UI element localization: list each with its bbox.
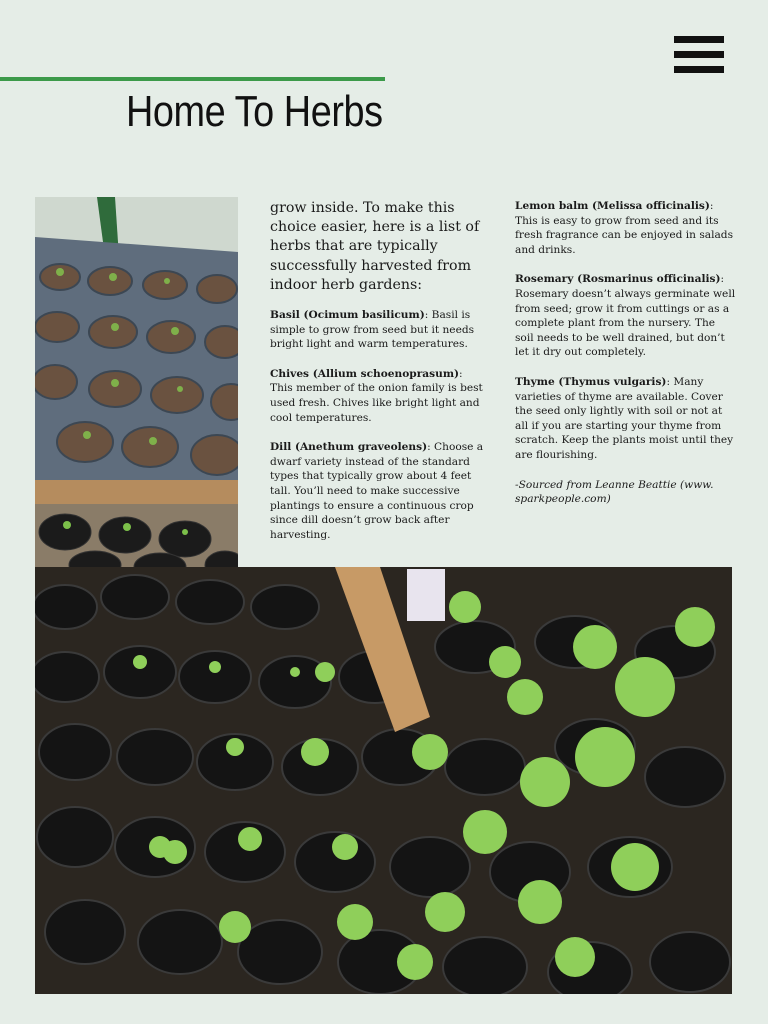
- herb-entry-basil: [270, 308, 484, 352]
- herb-name: Rosemary (Rosmarinus officinalis): [515, 273, 721, 286]
- herb-name: Lemon balm (Melissa officinalis): [515, 200, 710, 212]
- source-credit: -Sourced from Leanne Beattie (www. sparkpeople.com): [515, 478, 714, 506]
- herb-entry-rosemary: [515, 272, 737, 360]
- seedling-trays-photo: [35, 197, 238, 567]
- herb-entry-dill: [270, 440, 484, 542]
- herb-description: : Choose a dwarf variety instead of the standard types that typically grow about 4 feet tall. You’ll need to make successive plantings to ensure a continuous crop since dill doesn’t grow back after harvesting.: [270, 441, 484, 541]
- page-title: Home To Herbs: [126, 87, 383, 136]
- herb-name: Thyme (Thymus vulgaris): [515, 375, 667, 388]
- potted-seedlings-photo: [35, 567, 732, 994]
- hamburger-menu-icon[interactable]: [674, 36, 724, 76]
- herb-entry-chives: [270, 367, 484, 425]
- herb-description: : Many varieties of thyme are available. Cover the seed only lightly with soil or not at all if you are starting your thyme from scratch. Keep the plants moist until they are flourishing.: [515, 375, 734, 461]
- herb-description: : This is easy to grow from seed and its fresh fragrance can be enjoyed in salads and drinks.: [515, 200, 734, 256]
- herb-name: Dill (Anethum graveolens): [270, 441, 428, 454]
- herb-name: Chives (Allium schoenoprasum): [270, 367, 460, 380]
- herb-name: Basil (Ocimum basilicum): [270, 309, 425, 322]
- herb-entry-thyme: [515, 375, 737, 463]
- herb-description: : Rosemary doesn’t always germinate well from seed; grow it from cuttings or as a complete plant from the nursery. The soil needs to be well drained, but don’t let it dry out completely.: [515, 273, 736, 359]
- herb-description: : Basil is simple to grow from seed but it needs bright light and warm temperatures.: [270, 309, 475, 351]
- herb-entry-lemon-balm: [515, 199, 737, 257]
- herb-description: : This member of the onion family is best used fresh. Chives like bright light and cool temperatures.: [270, 367, 483, 424]
- article-column-right: [515, 199, 737, 522]
- article-text-panel: [238, 185, 736, 567]
- article-column-left: [270, 199, 484, 557]
- article-intro: grow inside. To make this choice easier, here is a list of herbs that are typically successfully harvested from indoor herb gardens:: [270, 200, 480, 293]
- title-accent-rule: [0, 77, 385, 81]
